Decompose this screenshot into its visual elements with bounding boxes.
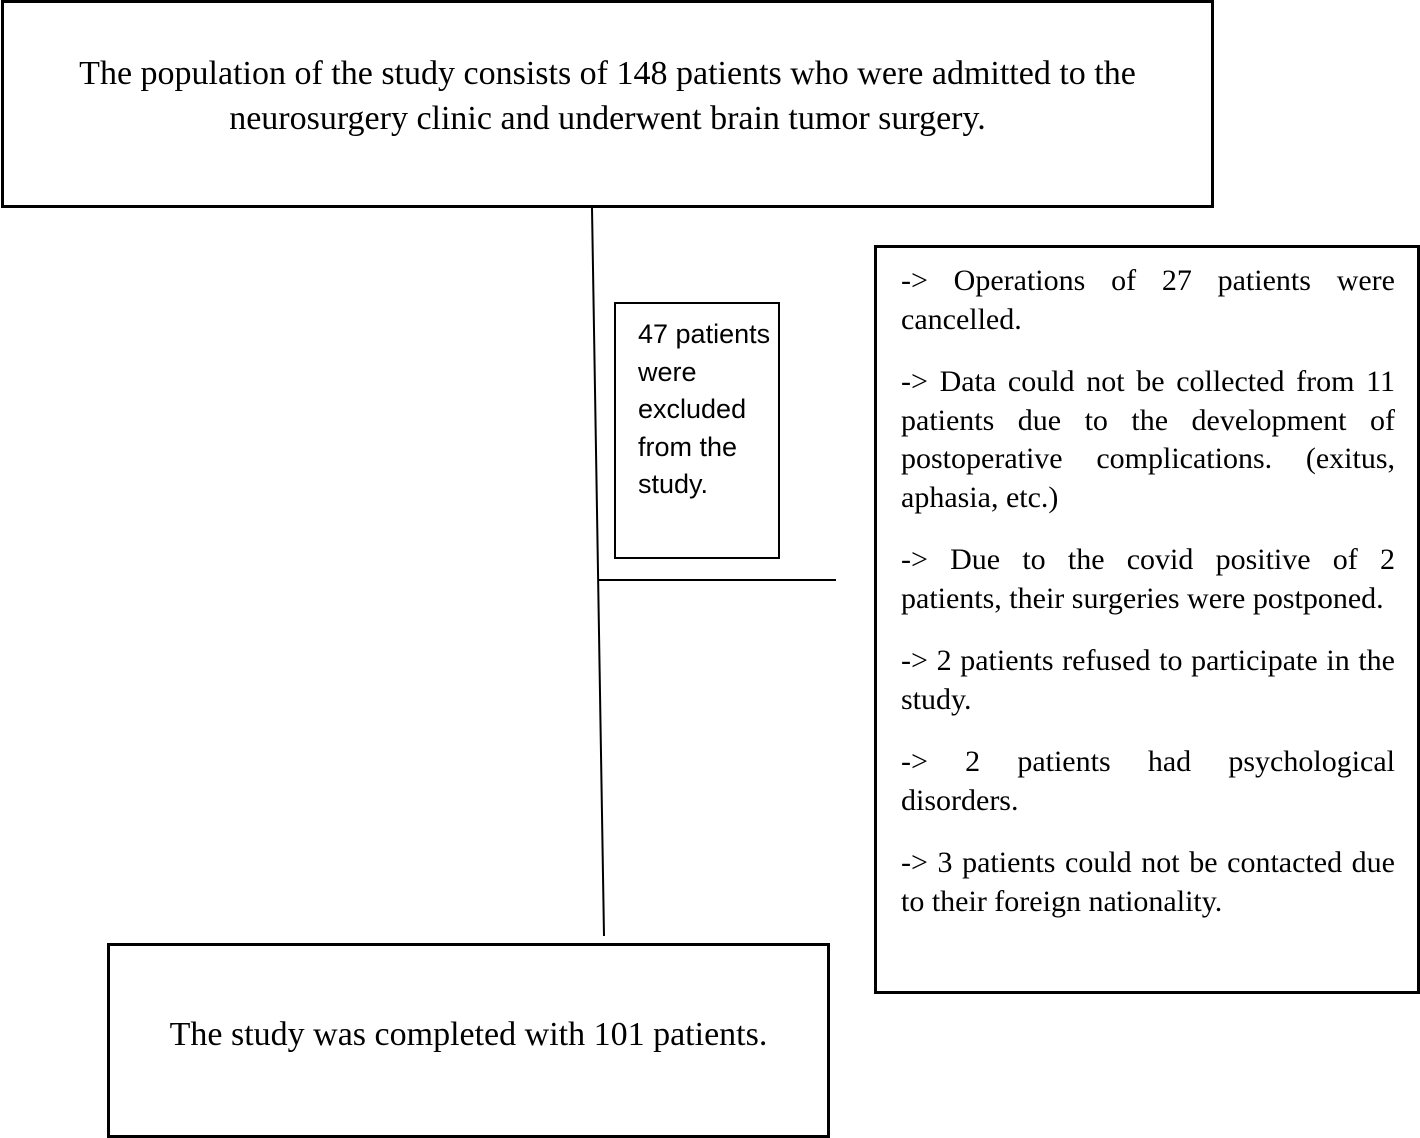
- exclusion-reason-item: -> Operations of 27 patients were cancelled.: [901, 264, 1395, 336]
- excluded-count-box: [614, 302, 780, 559]
- population-text: The population of the study consists of 148 patients who were admitted to the neurosurgery clinic and underwent brain tumor surgery.: [79, 55, 1136, 137]
- exclusion-reasons-list: [901, 262, 1395, 945]
- exclusion-reasons-box: [874, 245, 1420, 994]
- exclusion-reason-item: -> 3 patients could not be contacted due to their foreign nationality.: [901, 846, 1395, 918]
- main-flow-line: [592, 208, 604, 936]
- exclusion-reason-item: -> Data could not be collected from 11 patients due to the development of postoperative complications. (exitus, aphasia, etc.): [901, 365, 1395, 514]
- exclusion-reason-item: -> 2 patients had psychological disorders.: [901, 745, 1395, 817]
- exclusion-reason-item: -> 2 patients refused to participate in the study.: [901, 644, 1395, 716]
- excluded-text: 47 patients were excluded from the study.: [638, 319, 771, 499]
- completed-box: [107, 943, 830, 1138]
- exclusion-reason-item: -> Due to the covid positive of 2 patients, their surgeries were postponed.: [901, 543, 1395, 615]
- completed-text: The study was completed with 101 patients.: [169, 1016, 768, 1053]
- population-box: [1, 0, 1214, 208]
